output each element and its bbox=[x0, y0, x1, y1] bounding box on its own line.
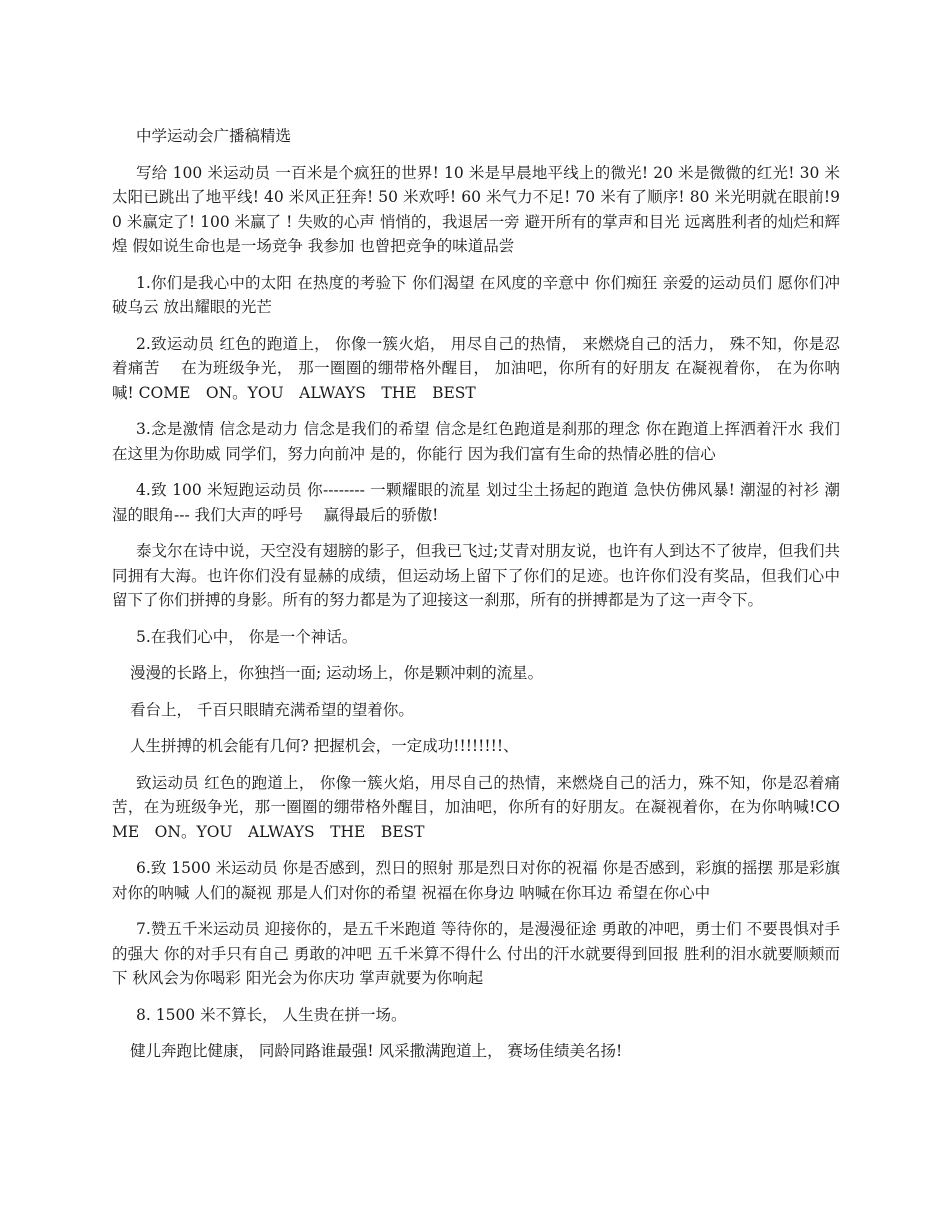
paragraph-to-athletes: 致运动员 红色的跑道上， 你像一簇火焰，用尽自己的热情，来燃烧自己的活力，殊不知，你是忍着痛苦，在为班级争光，那一圈圈的绷带格外醒目，加油吧，你所有的好朋友。在凝视着你，在为你呐喊!COME ON。YOU ALWAYS THE BEST bbox=[112, 773, 840, 841]
paragraph-long-road: 漫漫的长路上，你独挡一面; 运动场上，你是颗冲刺的流星。 bbox=[130, 664, 544, 682]
paragraph-7: 7.赞五千米运动员 迎接你的，是五千米跑道 等待你的，是漫漫征途 勇敢的冲吧，勇士们 不要畏惧对手的强大 你的对手只有自己 勇敢的冲吧 五千米算不得什么 付出的汗水就要得到回报 胜利的泪水就要顺颊而下 秋风会为你喝彩 阳光会为你庆功 掌声就要为你响起 bbox=[112, 920, 840, 987]
paragraph-tagore: 泰戈尔在诗中说，天空没有翅膀的影子，但我已飞过;艾青对朋友说，也许有人到达不了彼岸，但我们共同拥有大海。也许你们没有显赫的成绩，但运动场上留下了你们的足迹。也许你们没有奖品，但我们心中留下了你们拼搏的身影。所有的努力都是为了迎接这一刹那，所有的拼搏都是为了这一声令下。 bbox=[112, 542, 840, 609]
paragraph-6: 6.致 1500 米运动员 你是否感到，烈日的照射 那是烈日对你的祝福 你是否感到，彩旗的摇摆 那是彩旗对你的呐喊 人们的凝视 那是人们对你的希望 祝福在你身边 呐喊在你耳边 希望在你心中 bbox=[112, 859, 840, 902]
paragraph-8: 8. 1500 米不算长， 人生贵在拼一场。 bbox=[136, 1005, 407, 1024]
paragraph-5: 5.在我们心中， 你是一个神话。 bbox=[136, 627, 358, 646]
paragraph-4: 4.致 100 米短跑运动员 你-------- 一颗耀眼的流星 划过尘土扬起的跑道 急快仿佛风暴! 潮湿的衬衫 潮湿的眼角--- 我们大声的呼号 赢得最后的骄傲! bbox=[112, 481, 840, 524]
paragraph-3: 3.念是激情 信念是动力 信念是我们的希望 信念是红色跑道是刹那的理念 你在跑道上挥洒着汗水 我们在这里为你助威 同学们，努力向前冲 是的，你能行 因为我们富有生命的热情必胜的信心 bbox=[112, 420, 840, 463]
document-title: 中学运动会广播稿精选 bbox=[136, 127, 292, 145]
paragraph-stands: 看台上， 千百只眼睛充满希望的望着你。 bbox=[130, 700, 414, 719]
paragraph-2: 2.致运动员 红色的跑道上， 你像一簇火焰， 用尽自己的热情， 来燃烧自己的活力， 殊不知，你是忍着痛苦 在为班级争光， 那一圈圈的绷带格外醒目， 加油吧，你所有的好朋友 在凝视着你， 在为你呐喊! COME ON。YOU ALWAYS THE BEST bbox=[112, 334, 840, 402]
paragraph-1: 1.你们是我心中的太阳 在热度的考验下 你们渴望 在风度的辛意中 你们痴狂 亲爱的运动员们 愿你们冲破乌云 放出耀眼的光芒 bbox=[112, 273, 840, 316]
paragraph-100m-intro: 写给 100 米运动员 一百米是个疯狂的世界! 10 米是早晨地平线上的微光! 20 米是微微的红光! 30 米太阳已跳出了地平线! 40 米风正狂奔! 50 米欢呼! 60 米气力不足! 70 米有了顺序! 80 米光明就在眼前!90 米赢定了! 100 米赢了 ! 失败的心声 悄悄的，我退居一旁 避开所有的掌声和目光 远离胜利者的灿烂和辉煌 假如说生命也是一场竞争 我参加 也曾把竞争的味道品尝 bbox=[112, 163, 840, 255]
paragraph-closing: 健儿奔跑比健康， 同龄同路谁最强! 风采撒满跑道上， 赛场佳绩美名扬! bbox=[130, 1042, 623, 1060]
paragraph-opportunity: 人生拼搏的机会能有几何? 把握机会，一定成功!!!!!!!!、 bbox=[130, 737, 519, 755]
